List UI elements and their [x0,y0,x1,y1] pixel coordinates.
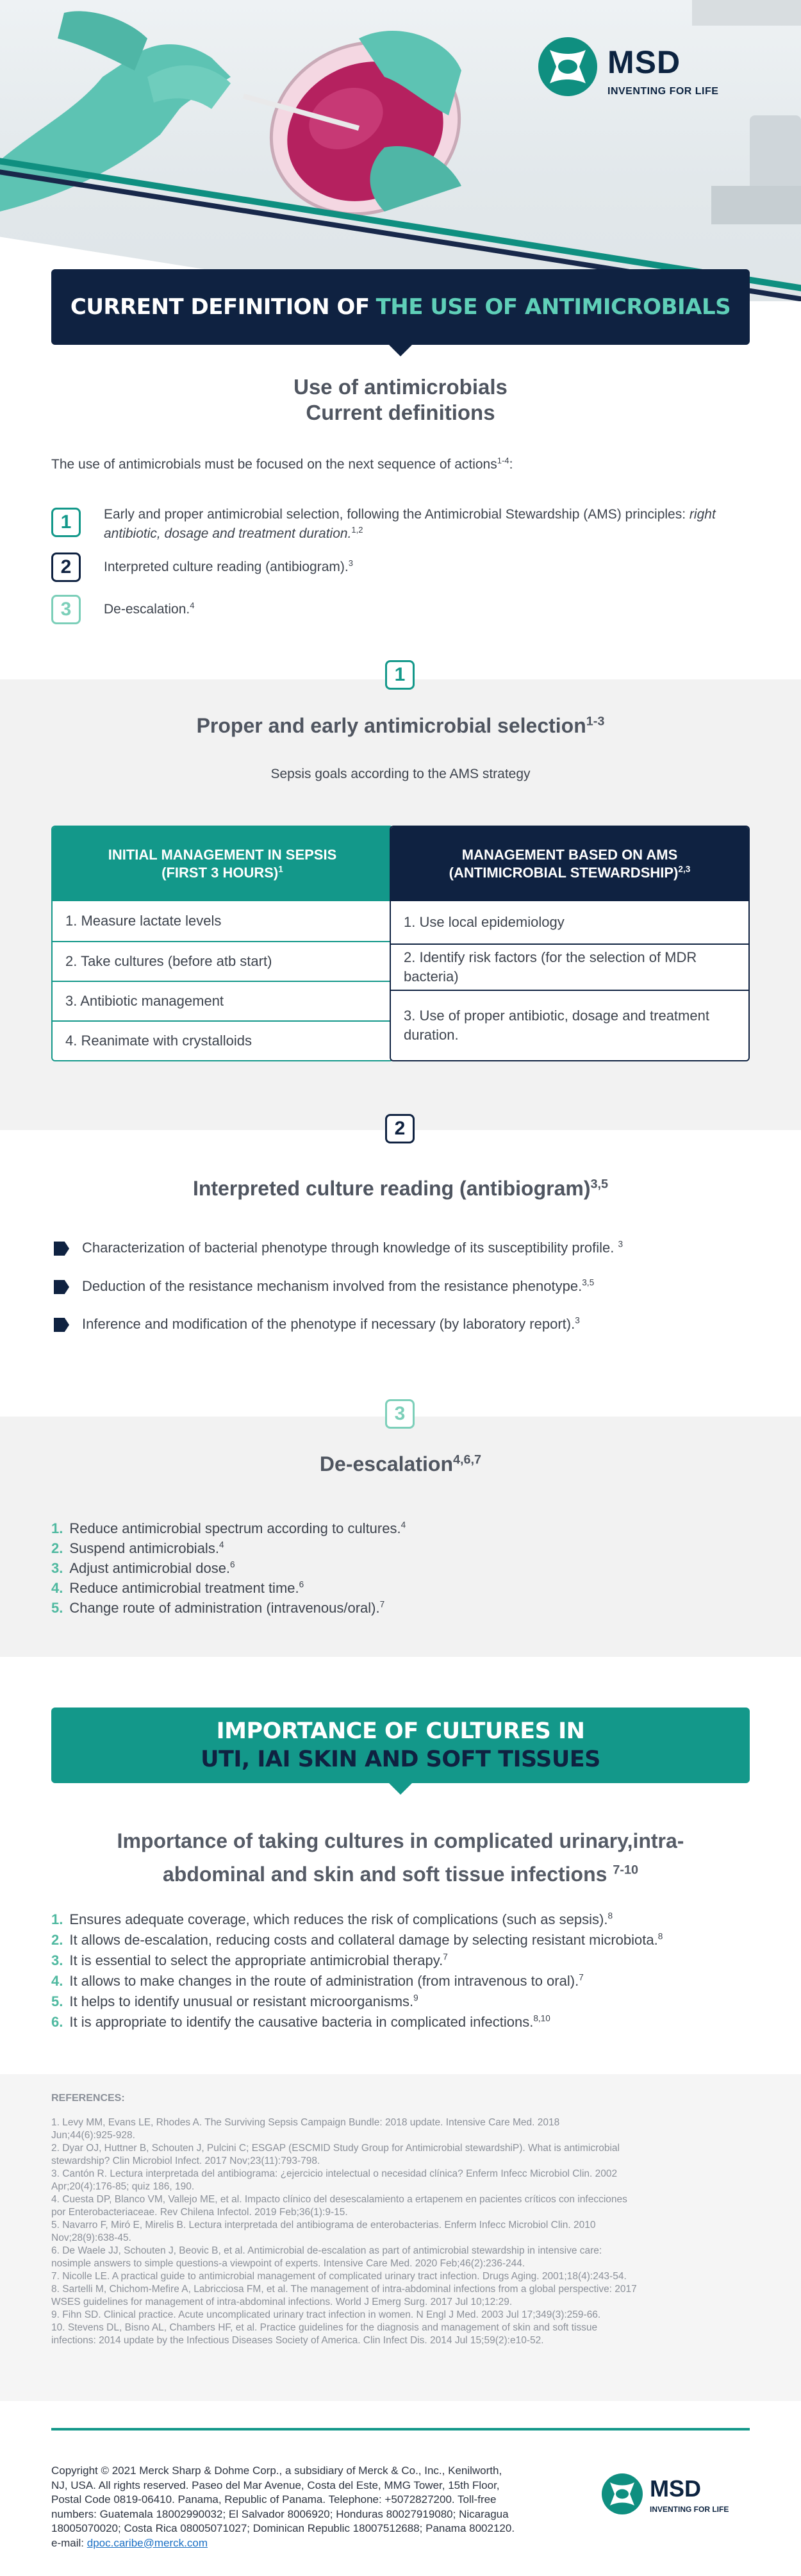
list-item-number: 1. [51,1911,63,1927]
list-item-text: It allows to make changes in the route of administration (from intravenous to oral). [69,1973,579,1989]
section-2-badge: 2 [385,1114,415,1143]
footer-brand-name: MSD [650,2475,701,2502]
intro-heading-line2: Current definitions [306,401,495,424]
table-row: 3. Use of proper antibiotic, dosage and treatment duration. [391,990,748,1060]
cultures-banner-line2: UTI, IAI SKIN AND SOFT TISSUES [201,1747,600,1772]
list-item-sup: 8 [657,1931,663,1941]
section-2-bullet-3-sup: 3 [575,1315,580,1325]
reference-line: 1. Levy MM, Evans LE, Rhodes A. The Surviving Sepsis Campaign Bundle: 2018 update. Intensive Care Med. 2018 [51,2117,560,2128]
reference-line: nosimple answers to simple questions-a viewpoint of experts. Intensive Care Med. 2020 Feb;46(2):236-244. [51,2258,525,2269]
section-1-badge: 1 [385,660,415,690]
list-item-sup: 9 [413,1993,418,2003]
reference-line: 10. Stevens DL, Bisno AL, Chambers HF, et al. Practice guidelines for the diagnosis and management of skin and soft tissue [51,2322,598,2333]
footer-line: 18005070020; Costa Rica 08005071027; Dominican Republic 18007512688; Panama 8002120. [51,2522,515,2534]
section-2-bullet-1-sup: 3 [618,1239,623,1249]
list-item-text: It helps to identify unusual or resistant microorganisms. [69,1993,414,2009]
table-ams-head [391,827,748,901]
section-2-bullet-2 [82,1278,594,1295]
list-item-number: 5. [51,1600,63,1616]
reference-line: Apr;20(4):176-85; quiz 186, 190. [51,2181,195,2192]
cultures-heading-line1: Importance of taking cultures in complicated urinary,intra- [117,1829,684,1852]
cultures-banner [51,1708,750,1783]
list-item-sup: 4 [400,1520,406,1530]
list-item-sup: 6 [299,1579,304,1590]
list-item-number: 2. [51,1932,63,1948]
list-item-sup: 8,10 [533,2013,550,2023]
section-2-bullet-3-text: Inference and modification of the phenotype if necessary (by laboratory report). [82,1316,575,1332]
list-item-text: Reduce antimicrobial treatment time. [69,1580,299,1596]
table-initial-management [51,826,393,1061]
step-3-sup: 4 [190,601,195,610]
reference-line: 7. Nicolle LE. A practical guide to antimicrobial management of complicated urinary tract infection. Drugs Aging. 2001;18(4):243-54. [51,2271,627,2282]
step-3-badge: 3 [51,595,81,624]
footer-email-link[interactable]: dpoc.caribe@merck.com [87,2536,208,2549]
section-3-badge: 3 [385,1399,415,1429]
list-item [51,2013,550,2032]
footer-line: NJ, USA. All rights reserved. Paseo del Mar Avenue, Costa del Este, MMG Tower, 15th Floor, [51,2479,500,2491]
title-banner [51,269,750,345]
section-1-subtitle: Sepsis goals according to the AMS strategy [270,767,531,781]
list-item-text: Suspend antimicrobials. [69,1540,219,1556]
list-item [51,1951,448,1970]
msd-logo-icon [537,36,599,97]
cultures-heading [0,1824,801,1891]
section-2-bullet-1 [82,1240,623,1256]
list-item-number: 2. [51,1540,63,1556]
table-row: 4. Reanimate with crystalloids [53,1020,392,1060]
list-item-sup: 7 [379,1599,385,1609]
list-item [51,1972,584,1991]
title-part1: CURRENT DEFINITION OF [70,294,370,320]
references [51,2092,756,2347]
list-item-sup: 7 [579,1972,584,1982]
table-initial-head-line2: (FIRST 3 HOURS) [161,865,279,881]
reference-line: 2. Dyar OJ, Huttner B, Schouten J, Pulcini C; ESGAP (ESCMID Study Group for Antimicrobial stewardshiP). What is antimicrobial [51,2143,620,2154]
list-item-number: 3. [51,1560,63,1576]
table-ams-head-line1: MANAGEMENT BASED ON AMS [461,847,678,863]
footer-email-line [51,2536,577,2551]
brand-name: MSD [607,44,681,80]
step-1-text-main: Early and proper antimicrobial selection, following the Antimicrobial Stewardship (AMS) principles: [104,507,690,522]
section-2-heading-text: Interpreted culture reading (antibiogram) [192,1177,591,1200]
table-initial-head [53,827,392,901]
list-item-sup: 7 [443,1952,448,1962]
reference-line: Jun;44(6):925-928. [51,2130,135,2141]
list-item-text: Ensures adequate coverage, which reduces the risk of complications (such as sepsis). [69,1911,608,1927]
reference-line: Nov;28(9):638-45. [51,2232,131,2243]
step-2-text [104,558,353,577]
table-row: 1. Use local epidemiology [404,914,565,930]
reference-line: 6. De Waele JJ, Schouten J, Beovic B, et al. Antimicrobial de-escalation as part of antimicrobial stewardship in intensive care: [51,2245,602,2256]
step-1-badge: 1 [51,508,81,537]
footer-line: numbers: Guatemala 18002990032; El Salvador 8006920; Honduras 80027919080; Nicaragua [51,2507,509,2520]
cultures-heading-sup: 7-10 [613,1863,638,1877]
list-item-text: Adjust antimicrobial dose. [69,1560,231,1576]
bullet-arrow-icon [54,1318,69,1332]
reference-line: 5. Navarro F, Miró E, Mirelis B. Lectura interpretada del antibiograma de enterobacterias. Enferm Infecc Microbiol Clin. 2010 [51,2220,596,2231]
list-item [51,1599,384,1618]
list-item-text: It is appropriate to identify the causative bacteria in complicated infections. [69,2014,534,2030]
list-item [51,1539,224,1558]
step-1-text [104,505,745,544]
intro-lead-end: : [509,457,513,472]
reference-line: 4. Cuesta DP, Blanco VM, Vallejo ME, et al. Impacto clínico del desescalamiento a ertapenem en pacientes críticos con infecciones [51,2194,627,2205]
list-item-number: 4. [51,1580,63,1596]
reference-line: 8. Sartelli M, Chichom-Mefire A, Labricciosa FM, et al. The management of intra-abdominal infections from a global perspective: 2017 [51,2284,637,2295]
table-ams-head-line2: (ANTIMICROBIAL STEWARDSHIP) [449,865,679,881]
section-2-bullet-1-text: Characterization of bacterial phenotype through knowledge of its susceptibility profile. [82,1240,615,1256]
list-item [51,1579,304,1598]
list-item-number: 1. [51,1520,63,1536]
list-item [51,1519,406,1538]
section-3-heading-text: De-escalation [319,1452,453,1475]
section-2-heading [0,1177,801,1201]
section-2-bullet-2-text: Deduction of the resistance mechanism involved from the resistance phenotype. [82,1278,582,1294]
table-row: 2. Identify risk factors (for the selection of MDR bacteria) [391,943,748,990]
step-2-sup: 3 [348,558,353,568]
list-item-sup: 8 [607,1911,613,1921]
reference-line: 9. Fihn SD. Clinical practice. Acute uncomplicated urinary tract infection in women. N Engl J Med. 2003 Jul 17;349(3):259-66. [51,2309,601,2320]
list-item [51,1931,663,1950]
footer-copyright [51,2464,577,2550]
brand-tagline: INVENTING FOR LIFE [607,86,719,97]
table-ams-management [390,826,750,1061]
intro-lead [51,455,513,474]
footer-line: Copyright © 2021 Merck Sharp & Dohme Corp., a subsidiary of Merck & Co., Inc., Kenilworth, [51,2464,502,2477]
intro-lead-sup: 1-4 [497,456,509,465]
bullet-arrow-icon [54,1280,69,1294]
table-row: 3. Antibiotic management [53,981,392,1020]
step-2-text-main: Interpreted culture reading (antibiogram). [104,560,349,574]
table-row: 2. Take cultures (before atb start) [53,941,392,981]
section-2-heading-sup: 3,5 [590,1177,609,1192]
footer-msd-logo [601,2469,750,2520]
section-1-heading [0,714,801,738]
step-2-badge: 2 [51,553,81,582]
list-item-sup: 4 [219,1540,224,1550]
intro-heading-line1: Use of antimicrobials [293,375,508,399]
list-item-number: 3. [51,1952,63,1968]
list-item [51,1559,235,1578]
section-2-bullet-3 [82,1316,580,1333]
table-ams-head-sup: 2,3 [678,864,691,874]
cultures-heading-line2: abdominal and skin and soft tissue infections [162,1863,607,1886]
section-1-heading-text: Proper and early antimicrobial selection [196,714,586,737]
reference-line: WSES guidelines for management of intra-abdominal infections. World J Emerg Surg. 2017 Jul 10;12:29. [51,2297,513,2307]
cultures-banner-line1: IMPORTANCE OF CULTURES IN [216,1718,585,1744]
section-1-heading-sup: 1-3 [586,714,605,729]
list-item-number: 4. [51,1973,63,1989]
section-3-heading [0,1452,801,1476]
list-item-text: It allows de-escalation, reducing costs and collateral damage by selecting resistant microbiota. [69,1932,658,1948]
list-item-text: Change route of administration (intravenous/oral). [69,1600,380,1616]
intro-heading [0,374,801,426]
list-item-sup: 6 [230,1559,235,1570]
references-title: REFERENCES: [51,2093,125,2104]
reference-line: stewardship? Clin Microbiol Infect. 2017 Nov;23(11):793-798. [51,2156,320,2166]
footer-line: Postal Code 0819-06410. Panama, Republic of Panama. Telephone: +5072827200. Toll-free [51,2493,497,2505]
step-3-text [104,600,194,619]
banner-pointer [389,345,412,356]
step-1-sup: 1,2 [351,525,363,535]
footer-brand-tagline: INVENTING FOR LIFE [650,2505,729,2514]
footer-email-label: e-mail: [51,2536,87,2549]
table-initial-head-line1: INITIAL MANAGEMENT IN SEPSIS [108,847,337,863]
msd-logo-icon [601,2473,643,2515]
footer-divider [51,2428,750,2431]
list-item-number: 6. [51,2014,63,2030]
intro-lead-text: The use of antimicrobials must be focused on the next sequence of actions [51,457,497,472]
list-item-text: It is essential to select the appropriate antimicrobial therapy. [69,1952,443,1968]
bullet-arrow-icon [54,1242,69,1256]
msd-logo [537,31,742,101]
step-3-text-main: De-escalation. [104,602,190,617]
cultures-banner-pointer [389,1783,412,1795]
list-item [51,1910,613,1929]
reference-line: infections: 2014 update by the Infectious Diseases Society of America. Clin Infect Dis. 2014 Jul 15;59(2):e10-52. [51,2335,544,2346]
title-part2: THE USE OF ANTIMICROBIALS [376,294,731,320]
list-item [51,1992,418,2011]
section-2-bullet-2-sup: 3,5 [582,1277,595,1288]
step-1-text-italic: right antibiotic, dosage and treatment duration. [104,507,716,541]
table-row: 1. Measure lactate levels [65,913,222,929]
reference-line: por Enterobacteriaceae. Rev Chilena Infectol. 2019 Feb;36(1):9-15. [51,2207,348,2218]
table-initial-head-sup: 1 [278,864,283,874]
list-item-number: 5. [51,1993,63,2009]
reference-line: 3. Cantón R. Lectura interpretada del antibiograma: ¿ejercicio intelectual o necesidad clínica? Enferm Infecc Microbiol Clin. 2002 [51,2168,618,2179]
section-3-heading-sup: 4,6,7 [452,1452,482,1467]
list-item-text: Reduce antimicrobial spectrum according to cultures. [69,1520,401,1536]
hero-image [0,0,801,301]
